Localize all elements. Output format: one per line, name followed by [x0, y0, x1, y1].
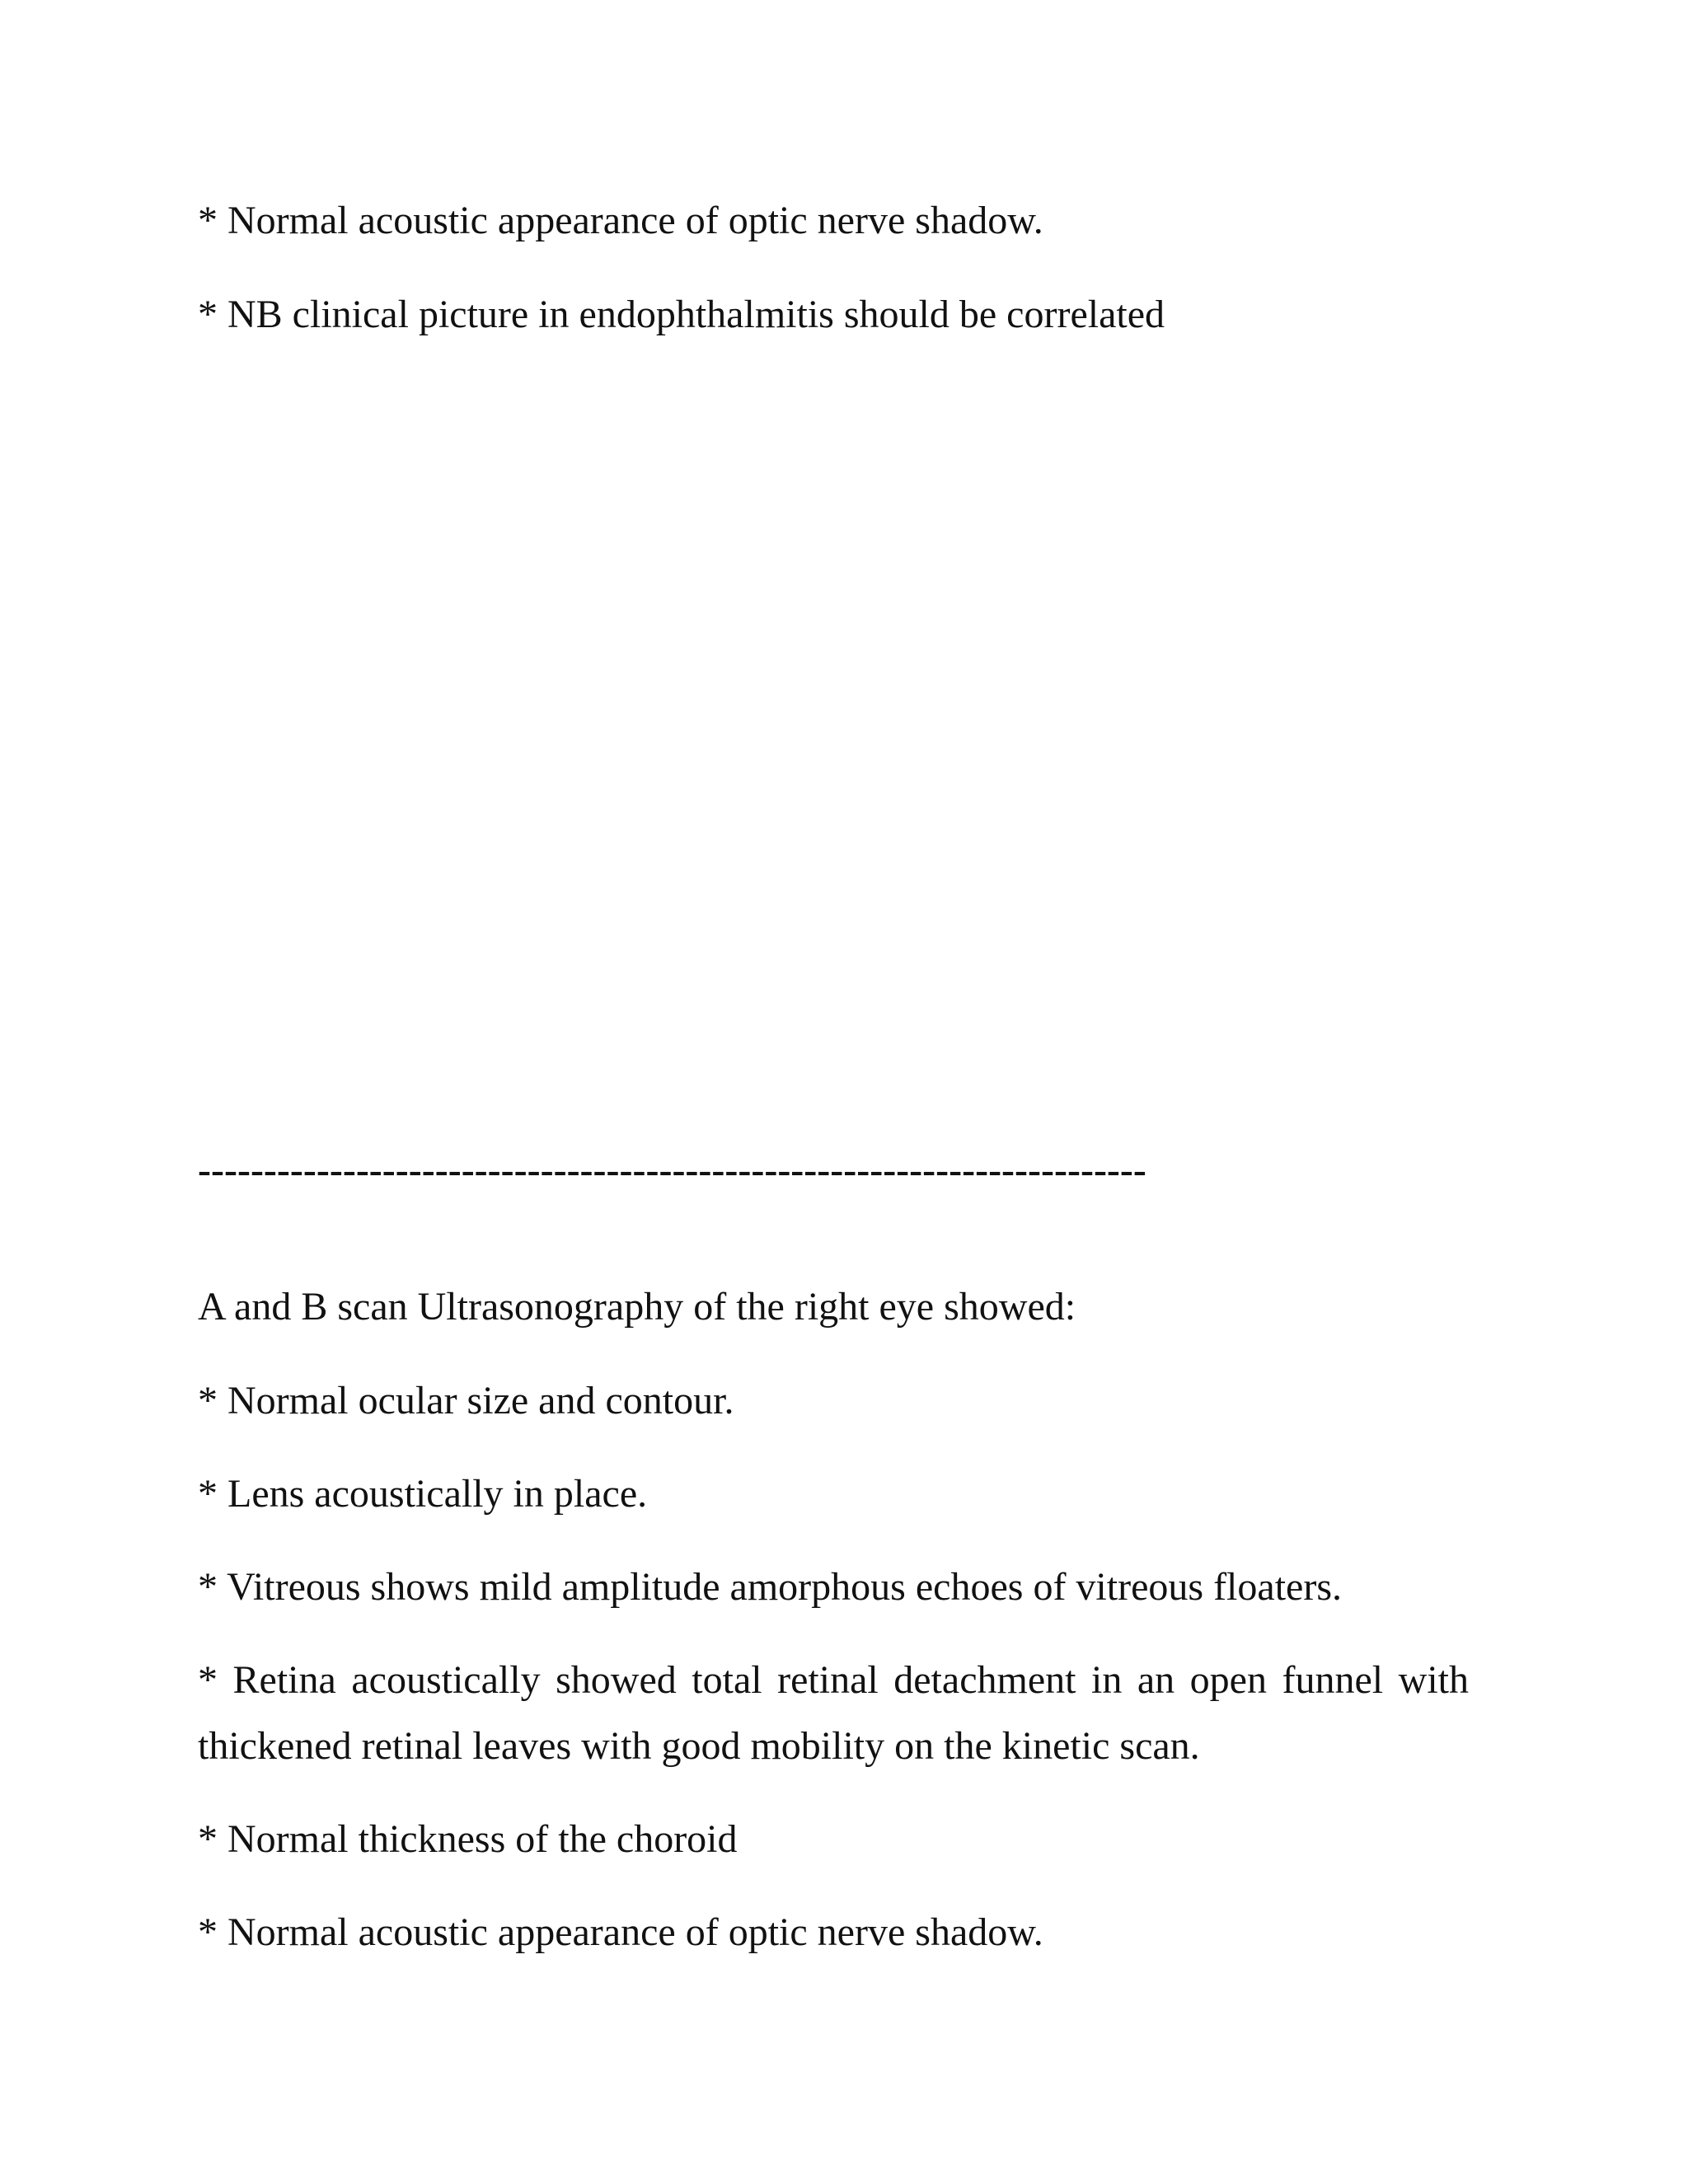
- finding-retina: * Retina acoustically showed total retinal detachment in an open funnel with thickened retinal leaves with good mobility on the kinetic scan.: [198, 1658, 1469, 1768]
- finding-vitreous: * Vitreous shows mild amplitude amorphous echoes of vitreous floaters.: [198, 1565, 1342, 1609]
- section-divider: ------------------------------------------------------------------------: [198, 1148, 1146, 1192]
- finding-choroid: * Normal thickness of the choroid: [198, 1817, 738, 1861]
- finding-optic-nerve-2: * Normal acoustic appearance of optic nerve shadow.: [198, 1910, 1043, 1954]
- finding-clinical-note: * NB clinical picture in endophthalmitis should be correlated: [198, 293, 1165, 336]
- finding-ocular-size: * Normal ocular size and contour.: [198, 1379, 734, 1422]
- section-heading: A and B scan Ultrasonography of the right eye showed:: [198, 1285, 1076, 1329]
- finding-lens: * Lens acoustically in place.: [198, 1472, 648, 1516]
- finding-optic-nerve-1: * Normal acoustic appearance of optic nerve shadow.: [198, 199, 1043, 242]
